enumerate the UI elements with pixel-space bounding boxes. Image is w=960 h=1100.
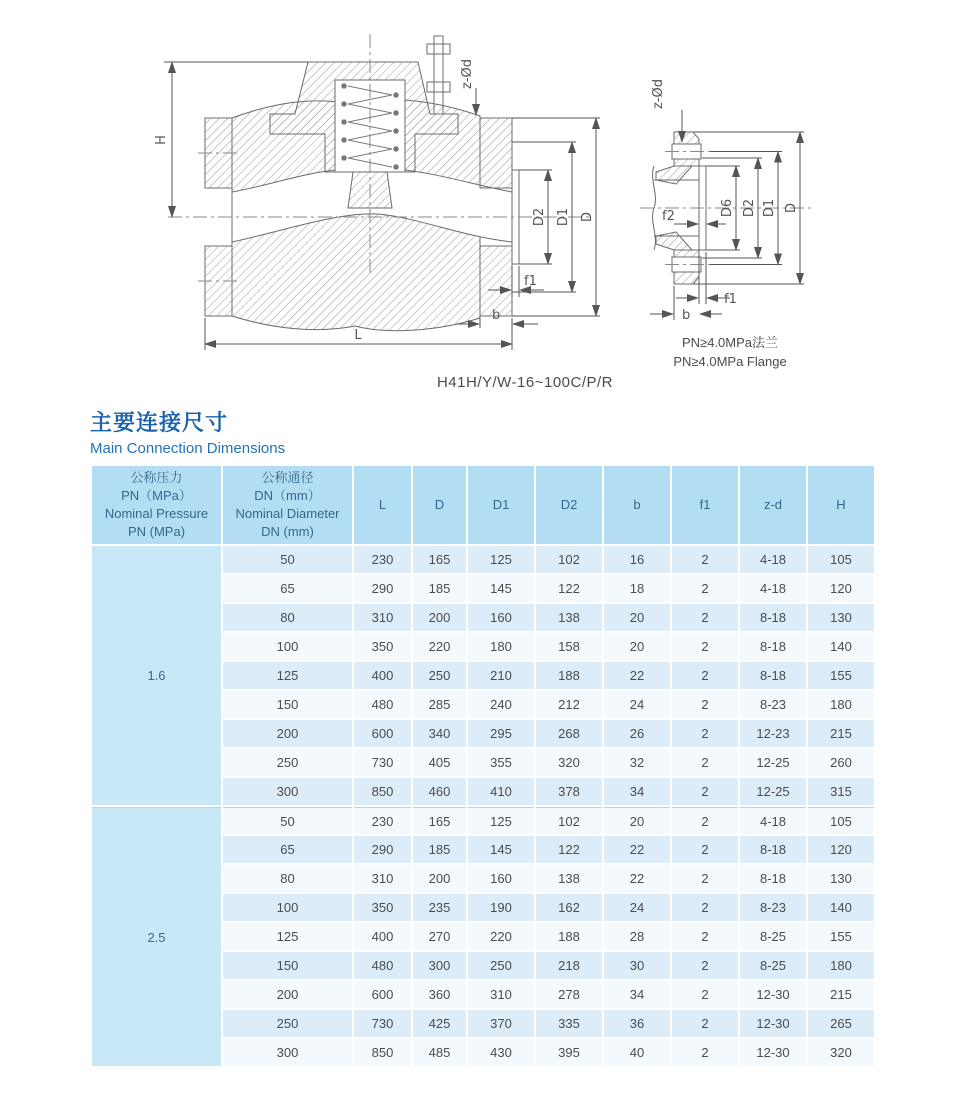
dim-cell: 12-25 (740, 778, 806, 805)
dim-cell: 185 (413, 575, 466, 602)
dim-cell: 285 (413, 691, 466, 718)
dim-cell: 2 (672, 604, 738, 631)
section-heading (90, 406, 285, 457)
dim-cell: 32 (604, 749, 670, 776)
section-title-en: Main Connection Dimensions (90, 440, 286, 457)
dim-cell: 145 (468, 575, 534, 602)
dim-cell: 355 (468, 749, 534, 776)
dim-label-zd: z-Ød (651, 79, 666, 109)
dim-cell: 278 (536, 981, 602, 1008)
dim-cell: 155 (808, 662, 874, 689)
dim-label-l: L (354, 328, 362, 343)
dim-cell: 230 (354, 807, 411, 834)
dim-cell: 250 (468, 952, 534, 979)
dim-cell: 12-25 (740, 749, 806, 776)
header-dim-d: D (413, 466, 466, 544)
flange-detail-drawing (632, 62, 942, 332)
dim-cell: 320 (808, 1039, 874, 1066)
dim-cell: 265 (808, 1010, 874, 1037)
dim-cell: 24 (604, 691, 670, 718)
dim-cell: 102 (536, 546, 602, 573)
dim-label-d2: D2 (532, 207, 547, 227)
dim-cell: 34 (604, 981, 670, 1008)
dn-cell: 125 (223, 662, 352, 689)
flange-caption-cn: PN≥4.0MPa法兰 (682, 335, 778, 350)
dim-cell: 2 (672, 546, 738, 573)
header-pressure-line3: Nominal Pressure (104, 506, 209, 521)
dim-cell: 2 (672, 1039, 738, 1066)
dim-label-b: b (492, 308, 501, 323)
dim-label-d: D (580, 211, 595, 223)
table-row (92, 807, 874, 834)
dim-label-d1: D1 (762, 198, 777, 218)
dn-cell: 100 (223, 633, 352, 660)
dim-cell: 340 (413, 720, 466, 747)
dim-cell: 370 (468, 1010, 534, 1037)
header-diameter (223, 466, 352, 544)
dim-label-d: D (784, 202, 799, 214)
dim-cell: 730 (354, 1010, 411, 1037)
header-pressure-line4: PN (MPa) (127, 524, 186, 539)
drawing-area (0, 0, 960, 400)
dim-cell: 12-23 (740, 720, 806, 747)
dim-cell: 4-18 (740, 807, 806, 834)
dn-cell: 250 (223, 1010, 352, 1037)
dim-cell: 212 (536, 691, 602, 718)
dim-cell: 122 (536, 836, 602, 863)
dim-cell: 600 (354, 981, 411, 1008)
header-dim-h: H (808, 466, 874, 544)
dim-cell: 34 (604, 778, 670, 805)
dim-label-f2: f2 (662, 209, 675, 224)
dim-cell: 138 (536, 865, 602, 892)
dim-cell: 20 (604, 604, 670, 631)
dim-cell: 26 (604, 720, 670, 747)
dim-cell: 8-18 (740, 604, 806, 631)
header-pressure (92, 466, 221, 544)
dim-cell: 2 (672, 894, 738, 921)
dim-cell: 300 (413, 952, 466, 979)
dim-label-h: H (154, 135, 169, 145)
dim-cell: 18 (604, 575, 670, 602)
dim-cell: 120 (808, 836, 874, 863)
dim-cell: 215 (808, 981, 874, 1008)
dim-label-zd: z-Ød (460, 59, 475, 89)
dim-cell: 850 (354, 1039, 411, 1066)
dn-cell: 250 (223, 749, 352, 776)
dim-cell: 12-30 (740, 1010, 806, 1037)
dim-cell: 4-18 (740, 575, 806, 602)
dim-cell: 220 (413, 633, 466, 660)
header-dim-d1: D1 (468, 466, 534, 544)
dim-cell: 405 (413, 749, 466, 776)
dn-cell: 300 (223, 1039, 352, 1066)
dim-label-d6: D6 (720, 198, 735, 218)
dim-label-d1: D1 (556, 207, 571, 227)
dim-cell: 12-30 (740, 981, 806, 1008)
dim-cell: 2 (672, 952, 738, 979)
dim-cell: 290 (354, 575, 411, 602)
dimensions-table (90, 464, 876, 1068)
valve-section-drawing (120, 22, 660, 382)
dim-cell: 8-18 (740, 865, 806, 892)
dn-cell: 125 (223, 923, 352, 950)
dim-cell: 180 (468, 633, 534, 660)
dim-cell: 22 (604, 836, 670, 863)
dim-cell: 2 (672, 749, 738, 776)
dim-cell: 400 (354, 923, 411, 950)
dim-cell: 480 (354, 691, 411, 718)
dim-cell: 105 (808, 807, 874, 834)
header-dim-b: b (604, 466, 670, 544)
dim-cell: 260 (808, 749, 874, 776)
dim-cell: 335 (536, 1010, 602, 1037)
dim-cell: 230 (354, 546, 411, 573)
dim-cell: 2 (672, 633, 738, 660)
flange-caption-en: PN≥4.0MPa Flange (673, 354, 787, 369)
dim-cell: 165 (413, 807, 466, 834)
dim-cell: 140 (808, 633, 874, 660)
header-diameter-line4: DN (mm) (261, 524, 314, 539)
header-dim-l: L (354, 466, 411, 544)
dim-cell: 220 (468, 923, 534, 950)
dim-cell: 158 (536, 633, 602, 660)
dn-cell: 300 (223, 778, 352, 805)
dim-cell: 138 (536, 604, 602, 631)
dim-cell: 215 (808, 720, 874, 747)
dim-cell: 20 (604, 633, 670, 660)
dimensions-table-body (92, 546, 874, 1066)
dn-cell: 80 (223, 865, 352, 892)
dim-cell: 30 (604, 952, 670, 979)
dim-cell: 350 (354, 633, 411, 660)
dim-cell: 250 (413, 662, 466, 689)
dim-cell: 40 (604, 1039, 670, 1066)
dim-cell: 155 (808, 923, 874, 950)
dn-cell: 65 (223, 836, 352, 863)
dim-cell: 8-25 (740, 952, 806, 979)
dim-cell: 130 (808, 865, 874, 892)
dim-cell: 240 (468, 691, 534, 718)
dim-cell: 190 (468, 894, 534, 921)
header-pressure-line1: 公称压力 (130, 470, 183, 485)
dn-cell: 50 (223, 546, 352, 573)
header-diameter-line3: Nominal Diameter (235, 506, 340, 521)
dim-cell: 145 (468, 836, 534, 863)
header-diameter-line1: 公称通径 (261, 470, 314, 485)
dim-cell: 20 (604, 807, 670, 834)
dim-cell: 268 (536, 720, 602, 747)
dim-cell: 188 (536, 923, 602, 950)
dim-cell: 350 (354, 894, 411, 921)
header-dim-f1: f1 (672, 466, 738, 544)
dim-cell: 28 (604, 923, 670, 950)
flange-caption (640, 333, 820, 371)
dim-cell: 310 (354, 604, 411, 631)
section-title-cn: 主要连接尺寸 (90, 410, 229, 435)
dim-cell: 235 (413, 894, 466, 921)
pressure-group-cell: 1.6 (92, 546, 221, 805)
dim-cell: 425 (413, 1010, 466, 1037)
dim-cell: 430 (468, 1039, 534, 1066)
dn-cell: 100 (223, 894, 352, 921)
dim-cell: 160 (468, 604, 534, 631)
header-pressure-line2: PN（MPa） (121, 488, 192, 503)
dim-cell: 360 (413, 981, 466, 1008)
dim-cell: 120 (808, 575, 874, 602)
dim-cell: 4-18 (740, 546, 806, 573)
dim-cell: 165 (413, 546, 466, 573)
dim-cell: 180 (808, 952, 874, 979)
dim-cell: 8-18 (740, 836, 806, 863)
dn-cell: 150 (223, 691, 352, 718)
dim-cell: 850 (354, 778, 411, 805)
dn-cell: 50 (223, 807, 352, 834)
dn-cell: 65 (223, 575, 352, 602)
dim-cell: 130 (808, 604, 874, 631)
dim-cell: 400 (354, 662, 411, 689)
dim-cell: 310 (468, 981, 534, 1008)
dim-cell: 8-23 (740, 894, 806, 921)
dim-label-f1: f1 (524, 274, 537, 289)
dim-cell: 122 (536, 575, 602, 602)
dim-cell: 2 (672, 981, 738, 1008)
dim-cell: 2 (672, 778, 738, 805)
dim-cell: 600 (354, 720, 411, 747)
dim-label-d2: D2 (742, 198, 757, 218)
dim-cell: 22 (604, 865, 670, 892)
dim-cell: 200 (413, 865, 466, 892)
dn-cell: 200 (223, 720, 352, 747)
dim-cell: 16 (604, 546, 670, 573)
dn-cell: 150 (223, 952, 352, 979)
header-diameter-line2: DN（mm） (254, 488, 321, 503)
dim-cell: 22 (604, 662, 670, 689)
dim-cell: 2 (672, 575, 738, 602)
dim-cell: 310 (354, 865, 411, 892)
dim-cell: 162 (536, 894, 602, 921)
dim-cell: 125 (468, 546, 534, 573)
dim-cell: 485 (413, 1039, 466, 1066)
dim-cell: 290 (354, 836, 411, 863)
dim-cell: 2 (672, 662, 738, 689)
dim-cell: 480 (354, 952, 411, 979)
dim-cell: 2 (672, 1010, 738, 1037)
dim-cell: 2 (672, 720, 738, 747)
dim-cell: 378 (536, 778, 602, 805)
dim-cell: 270 (413, 923, 466, 950)
dim-cell: 410 (468, 778, 534, 805)
dim-cell: 2 (672, 865, 738, 892)
valve-model-caption: H41H/Y/W-16~100C/P/R (436, 374, 614, 391)
dim-cell: 2 (672, 691, 738, 718)
dim-cell: 295 (468, 720, 534, 747)
dim-cell: 125 (468, 807, 534, 834)
dim-cell: 320 (536, 749, 602, 776)
header-dim-zd: z-d (740, 466, 806, 544)
dim-cell: 730 (354, 749, 411, 776)
dim-cell: 140 (808, 894, 874, 921)
dim-cell: 2 (672, 807, 738, 834)
dim-label-b: b (682, 308, 691, 323)
dim-cell: 105 (808, 546, 874, 573)
dim-cell: 8-18 (740, 662, 806, 689)
dim-cell: 102 (536, 807, 602, 834)
dim-label-f1: f1 (724, 292, 737, 307)
dim-cell: 8-18 (740, 633, 806, 660)
table-header-row (92, 466, 874, 544)
dim-cell: 218 (536, 952, 602, 979)
dim-cell: 180 (808, 691, 874, 718)
dim-cell: 24 (604, 894, 670, 921)
dim-cell: 395 (536, 1039, 602, 1066)
dim-cell: 315 (808, 778, 874, 805)
dim-cell: 188 (536, 662, 602, 689)
pressure-group-cell: 2.5 (92, 807, 221, 1066)
dim-cell: 8-23 (740, 691, 806, 718)
dim-cell: 200 (413, 604, 466, 631)
dim-cell: 8-25 (740, 923, 806, 950)
dn-cell: 80 (223, 604, 352, 631)
dim-cell: 36 (604, 1010, 670, 1037)
dn-cell: 200 (223, 981, 352, 1008)
dim-cell: 2 (672, 923, 738, 950)
dim-cell: 460 (413, 778, 466, 805)
dim-cell: 185 (413, 836, 466, 863)
header-dim-d2: D2 (536, 466, 602, 544)
dim-cell: 160 (468, 865, 534, 892)
dim-cell: 2 (672, 836, 738, 863)
dim-cell: 210 (468, 662, 534, 689)
table-row (92, 546, 874, 573)
dim-cell: 12-30 (740, 1039, 806, 1066)
